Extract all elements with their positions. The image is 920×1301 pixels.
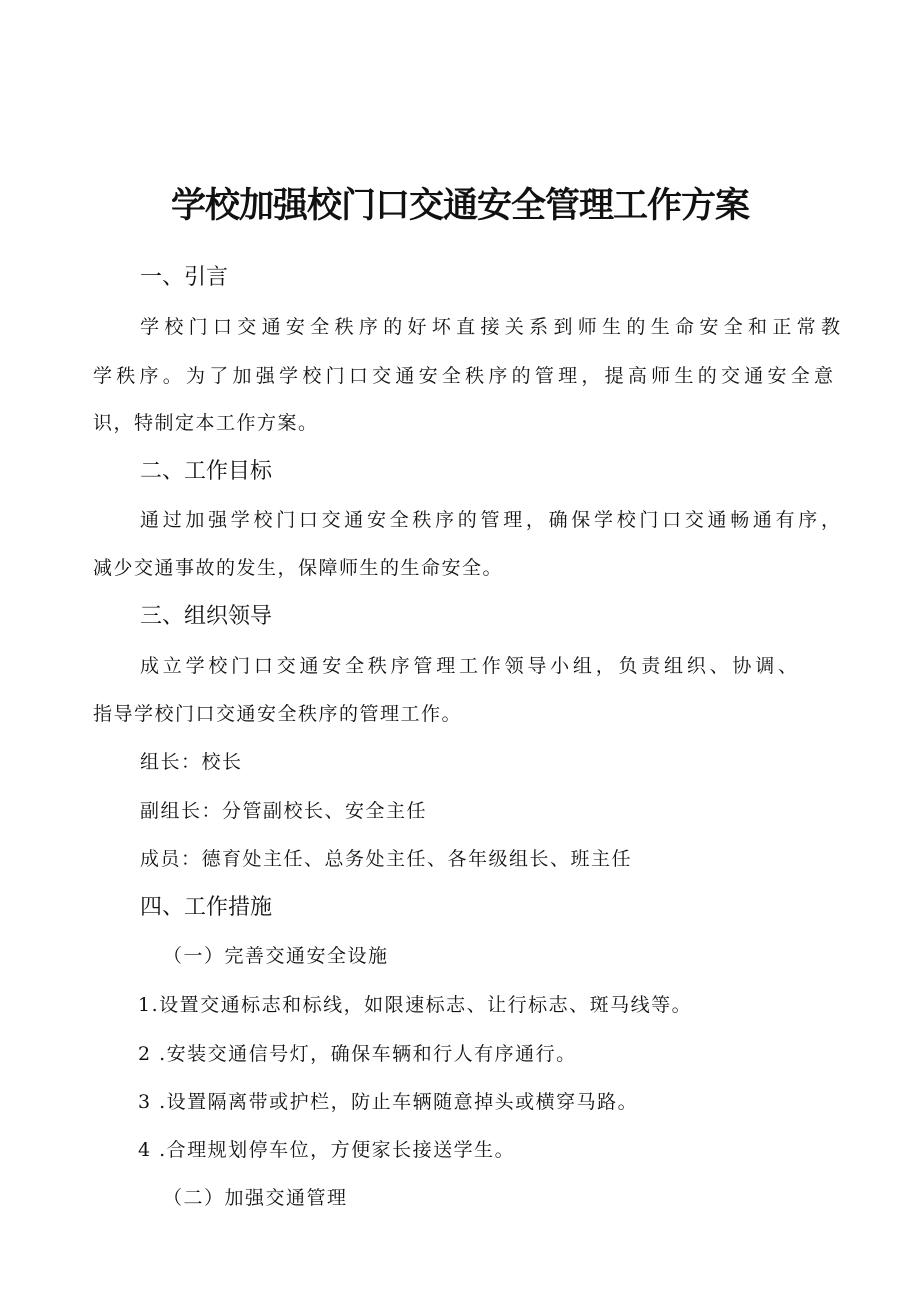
section-heading-introduction: 一、引言 [140, 265, 229, 290]
section-heading-organization-leadership: 三、组织领导 [140, 604, 273, 629]
paragraph-line: 减少交通事故的发生，保障师生的生命安全。 [93, 557, 504, 579]
list-item: 4 .合理规划停车位，方便家长接送学生。 [138, 1139, 516, 1161]
list-item: 2 .安装交通信号灯，确保车辆和行人有序通行。 [138, 1043, 577, 1065]
leader-line: 组长：校长 [140, 751, 243, 773]
document-title: 学校加强校门口交通安全管理工作方案 [170, 186, 749, 227]
section-heading-work-measures: 四、工作措施 [140, 895, 273, 920]
section-heading-work-goals: 二、工作目标 [140, 459, 273, 484]
subsection-heading: （一）完善交通安全设施 [163, 945, 389, 967]
list-item: 1.设置交通标志和标线，如限速标志、让行标志、斑马线等。 [138, 994, 693, 1016]
paragraph-line: 通过加强学校门口交通安全秩序的管理，确保学校门口交通畅通有序， [140, 509, 840, 531]
members-line: 成员：德育处主任、总务处主任、各年级组长、班主任 [140, 848, 633, 870]
paragraph-line: 指导学校门口交通安全秩序的管理工作。 [93, 703, 463, 725]
paragraph-line: 学校门口交通安全秩序的好坏直接关系到师生的生命安全和正常教 [140, 316, 840, 338]
paragraph-line: 学秩序。为了加强学校门口交通安全秩序的管理，提高师生的交通安全意 [93, 365, 833, 387]
deputy-leader-line: 副组长：分管副校长、安全主任 [140, 800, 428, 822]
subsection-heading: （二）加强交通管理 [163, 1187, 348, 1209]
paragraph-line: 成立学校门口交通安全秩序管理工作领导小组，负责组织、协调、 [140, 655, 797, 677]
paragraph-line: 识，特制定本工作方案。 [93, 412, 319, 434]
list-item: 3 .设置隔离带或护栏，防止车辆随意掉头或横穿马路。 [138, 1091, 639, 1113]
